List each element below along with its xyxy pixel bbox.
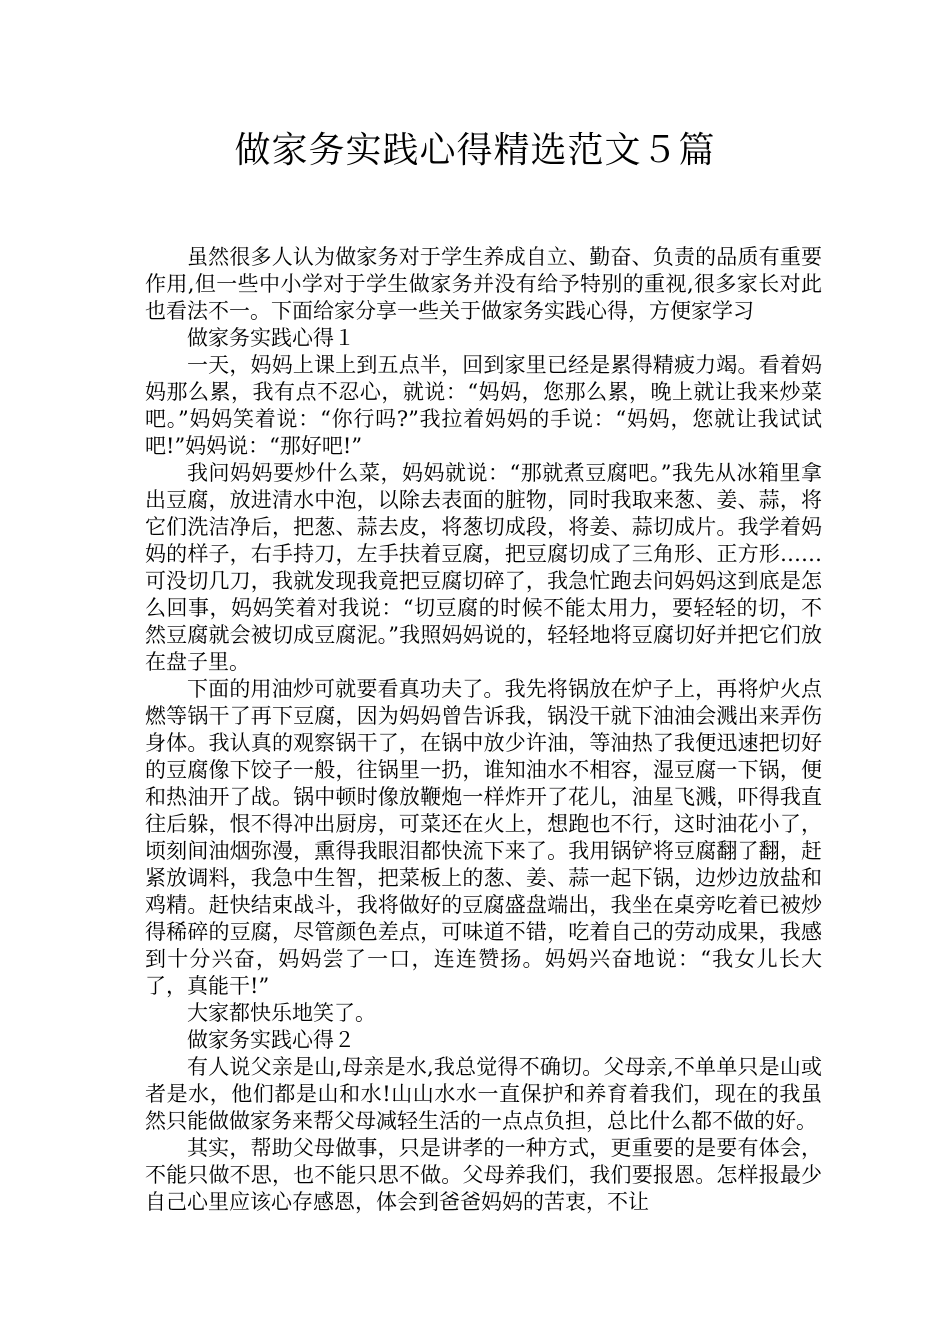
body-paragraph: 下面的用油炒可就要看真功夫了。我先将锅放在炉子上，再将炉火点燃等锅干了再下豆腐，因为妈妈曾告诉我，锅没干就下油油会溅出来弄伤身体。我认真的观察锅干了，在锅中放少许油，等油热了我便迅速把切好的豆腐像下饺子一般，往锅里一扔，谁知油水不相容，湿豆腐一下锅，便和热油开了战。锅中顿时像放鞭炮一样炸开了花儿，油星飞溅，吓得我直往后躲，恨不得冲出厨房，可菜还在火上，想跑也不行，这时油花小了，顷刻间油烟弥漫，熏得我眼泪都快流下来了。我用锅铲将豆腐翻了翻，赶紧放调料，我急中生智，把菜板上的葱、姜、蒜一起下锅，边炒边放盐和鸡精。赶快结束战斗，我将做好的豆腐盛盘端出，我坐在桌旁吃着已被炒得稀碎的豆腐，尽管颜色差点，可味道不错，吃着自己的劳动成果，我感到十分兴奋，妈妈尝了一口，连连赞扬。妈妈兴奋地说：“我女儿长大了，真能干!” [145,677,822,998]
body-paragraph: 一天，妈妈上课上到五点半，回到家里已经是累得精疲力竭。看着妈妈那么累，我有点不忍心，就说：“妈妈，您那么累，晚上就让我来炒菜吧。”妈妈笑着说：“你行吗?”我拉着妈妈的手说：“妈妈，您就让我试试吧!”妈妈说：“那好吧!” [145,353,822,458]
body-paragraph: 其实，帮助父母做事，只是讲孝的一种方式，更重要的是要有体会，不能只做不思，也不能只思不做。父母养我们，我们要报恩。怎样报最少自己心里应该心存感恩，体会到爸爸妈妈的苦衷，不让 [145,1136,822,1214]
section-heading-1: 做家务实践心得１ [187,326,355,350]
body-paragraph: 我问妈妈要炒什么菜，妈妈就说：“那就煮豆腐吧。”我先从冰箱里拿出豆腐，放进清水中泡，以除去表面的脏物，同时我取来葱、姜、蒜，将它们洗洁净后，把葱、蒜去皮，将葱切成段，将姜、蒜切成片。我学着妈妈的样子，右手持刀，左手扶着豆腐，把豆腐切成了三角形、正方形……可没切几刀，我就发现我竟把豆腐切碎了，我急忙跑去问妈妈这到底是怎么回事，妈妈笑着对我说：“切豆腐的时候不能太用力，要轻轻的切，不然豆腐就会被切成豆腐泥。”我照妈妈说的，轻轻地将豆腐切好并把它们放在盘子里。 [145,461,822,674]
document-title: 做家务实践心得精选范文５篇 [234,130,716,171]
section-heading-2: 做家务实践心得２ [187,1028,355,1052]
document-body [145,244,822,1216]
body-paragraph: 有人说父亲是山,母亲是水,我总觉得不确切。父母亲,不单单只是山或者是水，他们都是山和水!山山水水一直保护和养育着我们，现在的我虽然只能做做家务来帮父母减轻生活的一点点负担，总比什么都不做的好。 [145,1055,822,1133]
body-paragraph: 大家都快乐地笑了。 [187,1001,376,1025]
intro-paragraph: 虽然很多人认为做家务对于学生养成自立、勤奋、负责的品质有重要作用,但一些中小学对于学生做家务并没有给予特别的重视,很多家长对此也看法不一。下面给家分享一些关于做家务实践心得，方便家学习 [145,245,822,323]
